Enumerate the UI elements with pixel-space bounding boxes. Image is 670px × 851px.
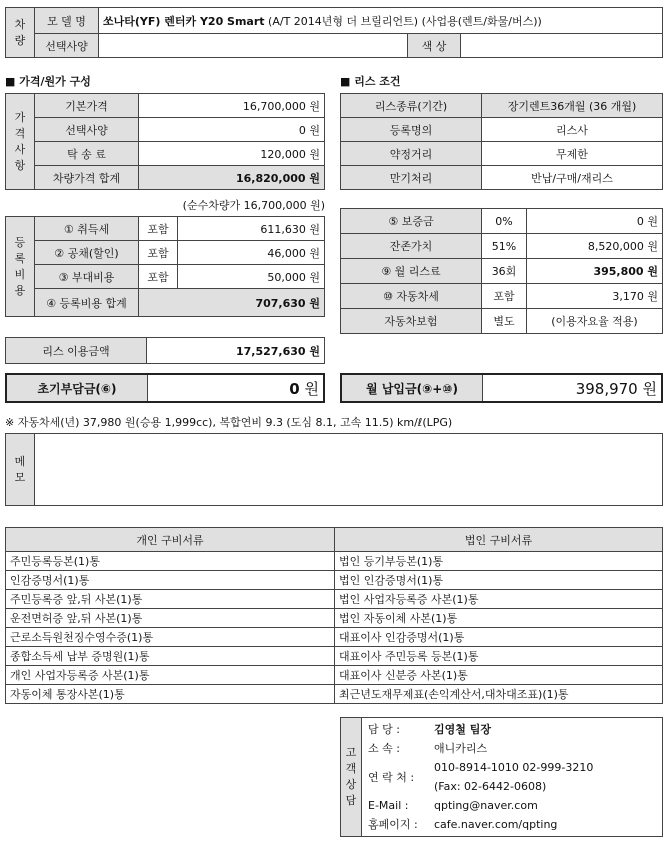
lease-row-label: 등록명의: [341, 118, 482, 142]
monthly-payment-table: [340, 373, 663, 403]
initial-payment-unit: 원: [304, 379, 319, 398]
corporate-doc-item: 대표이사 신분증 사본(1)통: [335, 666, 663, 685]
option-label: 선택사양: [35, 34, 99, 58]
dept-label: 소 속 :: [368, 742, 400, 755]
corporate-doc-item: 대표이사 주민등록 등본(1)통: [335, 647, 663, 666]
email-value[interactable]: qpting@naver.com: [434, 799, 538, 812]
reg-total-label: ④ 등록비용 합계: [35, 289, 139, 317]
corporate-doc-item: 대표이사 인감증명서(1)통: [335, 628, 663, 647]
reg-row-value: 611,630 원: [178, 217, 325, 241]
lease2-row-label: ⑨ 월 리스료: [341, 259, 482, 284]
manager-name: 김영철 팀장: [434, 723, 491, 736]
contact-side-label: 고 객 상 담: [341, 718, 362, 837]
corporate-doc-item: 법인 자동이체 사본(1)통: [335, 609, 663, 628]
lease-row-label: 만기처리: [341, 166, 482, 190]
price-section-title: ■ 가격/원가 구성: [5, 75, 91, 88]
lease2-row-value: (이용자요율 적용): [527, 309, 663, 334]
color-value: [461, 34, 663, 58]
personal-doc-item: 종합소득세 납부 증명원(1)통: [6, 647, 335, 666]
reg-row-label: ① 취득세: [35, 217, 139, 241]
lease-amount-label: 리스 이용금액: [6, 338, 147, 364]
reg-row-type: 포함: [139, 241, 178, 265]
monthly-payment-value: 398,970: [575, 379, 638, 398]
vehicle-table: [5, 7, 663, 58]
lease2-row-label: 자동차보험: [341, 309, 482, 334]
phone-value: 010-8914-1010 02-999-3210: [434, 761, 594, 774]
lease-row-value: 리스사: [482, 118, 663, 142]
reg-row-type: 포함: [139, 217, 178, 241]
vehicle-side-label: 차 량: [6, 8, 35, 58]
lease-row-label: 리스종류(기간): [341, 94, 482, 118]
lease-terms-table: [340, 93, 663, 190]
option-value: [99, 34, 408, 58]
price-row-label: 기본가격: [35, 94, 139, 118]
price-row-value: 120,000 원: [139, 142, 325, 166]
model-label: 모 델 명: [35, 8, 99, 34]
lease-section-title: ■ 리스 조건: [340, 75, 401, 88]
price-row-label: 선택사양: [35, 118, 139, 142]
corporate-doc-item: 법인 인감증명서(1)통: [335, 571, 663, 590]
price-row-value: 0 원: [139, 118, 325, 142]
reg-row-label: ③ 부대비용: [35, 265, 139, 289]
memo-field[interactable]: [35, 434, 663, 506]
reg-row-label: ② 공채(할인): [35, 241, 139, 265]
manager-label: 담 당 :: [368, 723, 400, 736]
initial-payment-value: 0: [289, 379, 300, 398]
monthly-payment-label: 월 납입금(⑨+⑩): [341, 374, 483, 402]
phone-label: 연 락 처 :: [368, 770, 415, 784]
lease2-row-mid: 별도: [482, 309, 527, 334]
lease-amount-table: [5, 337, 325, 364]
personal-doc-item: 인감증명서(1)통: [6, 571, 335, 590]
dept-name: 애니카리스: [434, 742, 488, 755]
lease-row-value: 무제한: [482, 142, 663, 166]
price-table: [5, 93, 325, 190]
lease2-row-label: 잔존가치: [341, 234, 482, 259]
memo-label: 메 모: [6, 434, 35, 506]
price-note: (순수차량가 16,700,000 원): [182, 199, 325, 212]
lease2-row-label: ⑩ 자동차세: [341, 284, 482, 309]
price-row-label: 탁 송 료: [35, 142, 139, 166]
lease2-row-mid: 51%: [482, 234, 527, 259]
registration-side-label: 등 록 비 용: [6, 217, 35, 317]
personal-doc-item: 주민등록등본(1)통: [6, 552, 335, 571]
homepage-value[interactable]: cafe.naver.com/qpting: [434, 818, 558, 831]
monthly-payment-cell: [483, 374, 663, 402]
documents-table: [5, 527, 663, 704]
lease-payment-table: [340, 208, 663, 334]
lease-amount-value: 17,527,630 원: [147, 338, 325, 364]
lease2-row-label: ⑤ 보증금: [341, 209, 482, 234]
corporate-doc-item: 법인 사업자등록증 사본(1)통: [335, 590, 663, 609]
initial-payment-label: 초기부담금(⑥): [6, 374, 148, 402]
lease2-row-value: 395,800 원: [527, 259, 663, 284]
model-name: 쏘나타(YF) 렌터카 Y20 Smart: [103, 14, 265, 28]
lease2-row-mid: 36회: [482, 259, 527, 284]
price-total-label: 차량가격 합계: [35, 166, 139, 190]
corporate-doc-item: 최근년도재무제표(손익계산서,대차대조표)(1)통: [335, 685, 663, 704]
contact-info: [362, 718, 663, 837]
corporate-doc-item: 법인 등기부등본(1)통: [335, 552, 663, 571]
personal-doc-item: 근로소득원천징수영수증(1)통: [6, 628, 335, 647]
initial-payment-cell: [148, 374, 325, 402]
monthly-payment-unit: 원: [642, 379, 657, 398]
personal-doc-item: 운전면허증 앞,뒤 사본(1)통: [6, 609, 335, 628]
initial-payment-table: [5, 373, 325, 403]
reg-row-value: 50,000 원: [178, 265, 325, 289]
lease2-row-value: 3,170 원: [527, 284, 663, 309]
homepage-label: 홈페이지 :: [368, 818, 418, 831]
personal-doc-item: 자동이체 통장사본(1)통: [6, 685, 335, 704]
lease-row-value: 반납/구매/재리스: [482, 166, 663, 190]
corporate-docs-header: 법인 구비서류: [335, 528, 663, 552]
color-label: 색 상: [408, 34, 461, 58]
price-side-label: 가 격 사 항: [6, 94, 35, 190]
contact-table: [340, 717, 663, 837]
lease2-row-mid: 0%: [482, 209, 527, 234]
lease2-row-value: 8,520,000 원: [527, 234, 663, 259]
email-label: E-Mail :: [368, 799, 409, 812]
reg-row-type: 포함: [139, 265, 178, 289]
lease2-row-mid: 포함: [482, 284, 527, 309]
fax-value: (Fax: 02-6442-0608): [434, 780, 547, 793]
memo-table: [5, 433, 663, 506]
reg-total-value: 707,630 원: [139, 289, 325, 317]
model-detail: (A/T 2014년형 더 브릴리언트) (사업용(렌트/화물/버스)): [268, 14, 542, 28]
reg-row-value: 46,000 원: [178, 241, 325, 265]
price-total-value: 16,820,000 원: [139, 166, 325, 190]
lease2-row-value: 0 원: [527, 209, 663, 234]
registration-table: [5, 216, 325, 317]
lease-row-value: 장기렌트36개월 (36 개월): [482, 94, 663, 118]
price-row-value: 16,700,000 원: [139, 94, 325, 118]
personal-doc-item: 주민등록증 앞,뒤 사본(1)통: [6, 590, 335, 609]
personal-doc-item: 개인 사업자등록증 사본(1)통: [6, 666, 335, 685]
tax-footnote: ※ 자동차세(년) 37,980 원(승용 1,999cc), 복합연비 9.3 (도심 8.1, 고속 11.5) km/ℓ(LPG): [5, 416, 453, 429]
personal-docs-header: 개인 구비서류: [6, 528, 335, 552]
model-cell: [99, 8, 663, 34]
lease-row-label: 약정거리: [341, 142, 482, 166]
